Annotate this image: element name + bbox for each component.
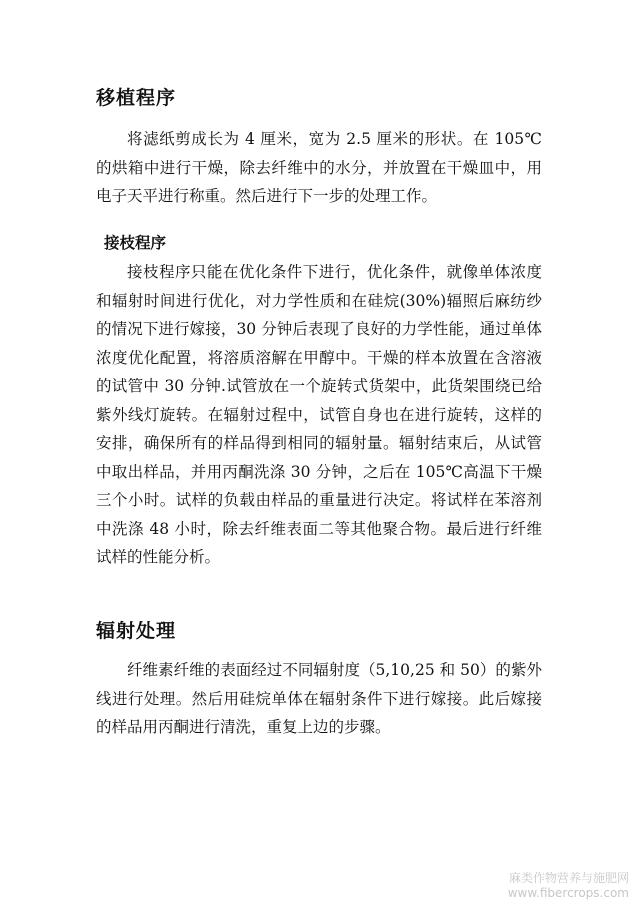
watermark — [508, 871, 629, 901]
paragraph-grafting: 接枝程序只能在优化条件下进行，优化条件，就像单体浓度和辐射时间进行优化，对力学性质和在硅烷(30%)辐照后麻纺纱的情况下进行嫁接，30 分钟后表现了良好的力学性能，通过单体浓度优化配置，将溶质溶解在甲醇中。干燥的样本放置在含溶液的试管中 30 分钟.试管放在一个旋转式货架中，此货架围绕已给紫外线灯旋转。在辐射过程中，试管自身也在进行旋转，这样的安排，确保所有的样品得到相同的辐射量。辐射结束后，从试管中取出样品，并用丙酮洗涤 30 分钟，之后在 105℃高温下干燥三个小时。试样的负载由样品的重量进行决定。将试样在苯溶剂中洗涤 48 小时，除去纤维表面二等其他聚合物。最后进行纤维试样的性能分析。 — [96, 263, 542, 566]
watermark-url: www.fibercrops.com — [507, 886, 629, 900]
section-heading-transplant: 移植程序 — [96, 87, 177, 109]
paragraph-transplant: 将滤纸剪成长为 4 厘米，宽为 2.5 厘米的形状。在 105℃的烘箱中进行干燥，除去纤维中的水分，并放置在干燥皿中，用电子天平进行称重。然后进行下一步的处理工作。 — [96, 130, 542, 205]
watermark-site-name: 麻类作物营养与施肥网 — [508, 871, 629, 885]
section-heading-radiation: 辐射处理 — [96, 620, 177, 642]
section-heading-grafting: 接枝程序 — [104, 233, 167, 252]
paragraph-radiation: 纤维素纤维的表面经过不同辐射度（5,10,25 和 50）的紫外线进行处理。然后用硅烷单体在辐射条件下进行嫁接。此后嫁接的样品用丙酮进行清洗，重复上边的步骤。 — [96, 661, 542, 736]
